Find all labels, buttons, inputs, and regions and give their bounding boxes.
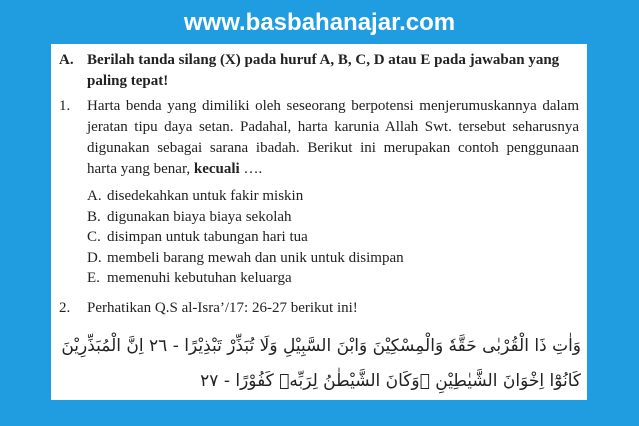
question-1-keyword: kecuali [193,161,240,177]
option-e-text: memenuhi kebutuhan keluarga [107,270,292,286]
option-c-text: disimpan untuk tabungan hari tua [107,229,308,245]
option-a[interactable] [87,186,577,207]
question-1 [59,96,579,180]
section-instruction: Berilah tanda silang (X) pada huruf A, B, C, D atau E pada jawaban yang paling tepat! [87,52,560,89]
arabic-verse-line-1: وَاٰتِ ذَا الْقُرْبٰى حَقَّهٗ وَالْمِسْكِيْنَ وَابْنَ السَّبِيْلِ وَلَا تُبَذِّرْ تَبْذِيْرًا - ٢٦ اِنَّ الْمُبَذِّرِيْنَ [61,336,581,356]
option-a-text: disedekahkan untuk fakir miskin [107,188,304,204]
option-b[interactable] [87,207,577,228]
question-2-text: Perhatikan Q.S al-Isra’/17: 26-27 berikut ini! [87,300,358,316]
question-1-options [87,186,577,289]
document-page [51,44,587,400]
option-d-letter: D. [87,249,102,266]
option-a-letter: A. [87,188,102,204]
option-c-letter: C. [87,229,101,245]
question-1-text-end: …. [239,161,263,177]
question-1-text [87,96,579,180]
site-title: www.basbahanajar.com [183,9,456,36]
section-heading [59,50,579,92]
option-d-text: membeli barang mewah dan unik untuk disimpan [107,249,404,266]
question-2 [59,298,579,319]
option-b-letter: B. [87,208,101,225]
question-2-number: 2. [59,300,71,316]
section-letter: A. [59,52,74,68]
option-e[interactable] [87,268,577,289]
option-b-text: digunakan biaya biaya sekolah [107,208,292,225]
option-e-letter: E. [87,270,100,286]
option-d[interactable] [87,248,577,269]
arabic-verse-line-2: كَانُوْٓا اِخْوَانَ الشَّيٰطِيْنِ ۗوَكَانَ الشَّيْطٰنُ لِرَبِّهٖ كَفُوْرًا - ٢٧ [200,371,581,391]
question-1-number: 1. [59,98,71,114]
question-1-text-main: Harta benda yang dimiliki oleh seseorang berpotensi menjerumuskannya dalam jeratan tipu daya setan. Padahal, harta karunia Allah Swt. tersebut seharusnya digunakan sebagai sarana ibadah. Berikut ini merupakan contoh penggunaan harta yang benar, [87,98,579,177]
option-c[interactable] [87,227,577,248]
